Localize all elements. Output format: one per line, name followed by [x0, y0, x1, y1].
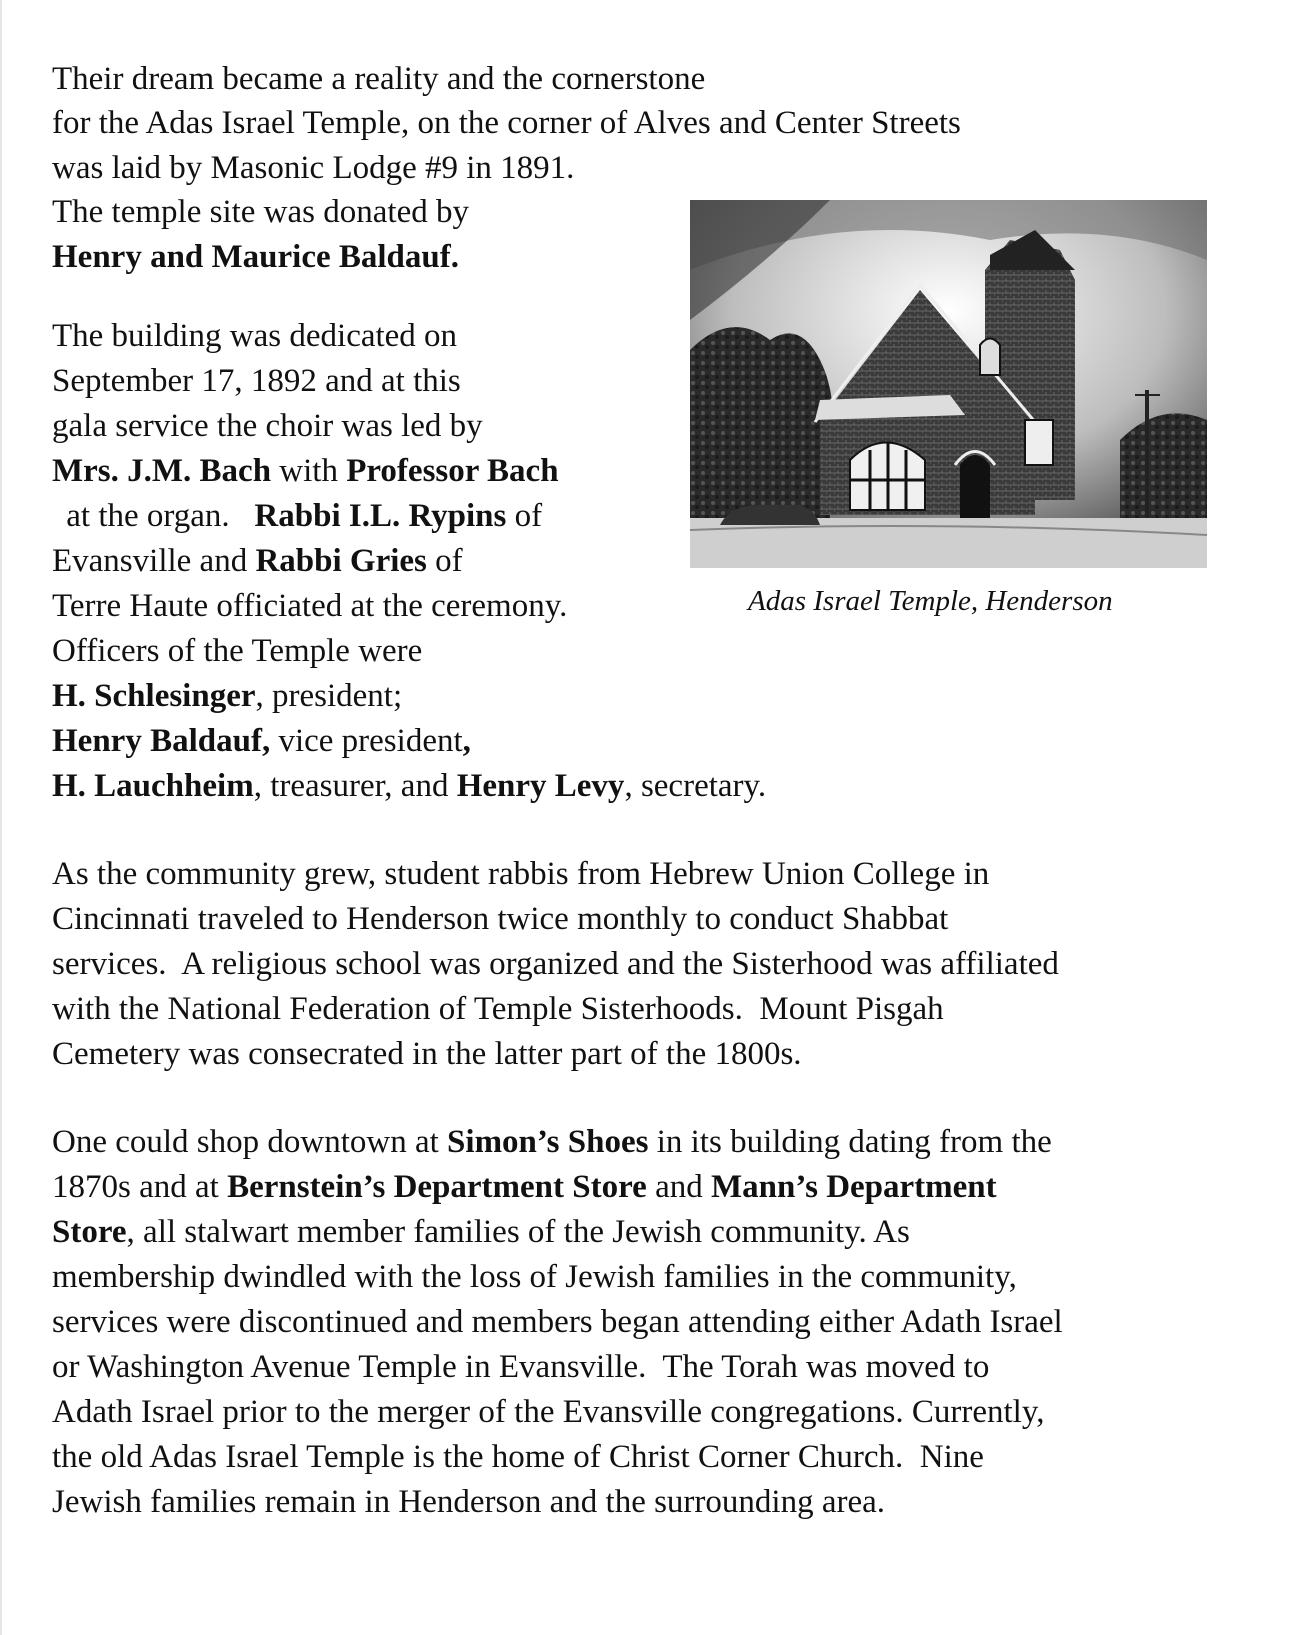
p4-line-3 — [52, 1210, 910, 1254]
officer-president — [52, 674, 402, 718]
vp-name: Henry Baldauf, — [52, 723, 271, 759]
p4-l1-text-c: in its building dating from the — [648, 1124, 1052, 1160]
of-text-2: of — [426, 543, 463, 579]
p2-line-4 — [52, 449, 559, 493]
secretary-name: Henry Levy — [456, 768, 625, 804]
p3-line-4: with the National Federation of Temple Sisterhoods. Mount Pisgah — [52, 991, 944, 1027]
manns-store-part1: Mann’s Department — [710, 1169, 997, 1205]
treasurer-role: , treasurer, and — [253, 768, 457, 804]
p4-line-8: the old Adas Israel Temple is the home of Christ Corner Church. Nine — [52, 1439, 984, 1475]
photo-caption: Adas Israel Temple, Henderson — [748, 585, 1113, 617]
p1-line-1: Their dream became a reality and the cornerstone — [52, 61, 706, 97]
p1-line-3: was laid by Masonic Lodge #9 in 1891. — [52, 150, 575, 186]
p2-line-2: September 17, 1892 and at this — [52, 363, 461, 399]
p1-donors — [52, 235, 459, 279]
temple-photo — [690, 200, 1207, 568]
p3-line-3: services. A religious school was organized and the Sisterhood was affiliated — [52, 946, 1059, 982]
p3-line-2: Cincinnati traveled to Henderson twice monthly to conduct Shabbat — [52, 901, 949, 937]
p2-line-8: Officers of the Temple were — [52, 633, 423, 669]
p2-line-7: Terre Haute officiated at the ceremony. — [52, 588, 568, 624]
p1-line-2: for the Adas Israel Temple, on the corner of Alves and Center Streets — [52, 105, 961, 141]
simons-shoes: Simon’s Shoes — [447, 1124, 649, 1160]
rabbi-gries: Rabbi Gries — [255, 543, 427, 579]
organist: Professor Bach — [346, 453, 559, 489]
p4-line-7: Adath Israel prior to the merger of the Evansville congregations. Currently, — [52, 1394, 1045, 1430]
vp-role: vice president — [270, 723, 463, 759]
of-text-1: of — [506, 498, 543, 534]
evansville-text: Evansville and — [52, 543, 256, 579]
vp-comma: , — [462, 723, 471, 759]
p4-l3-text-b: , all stalwart member families of the Jewish community. As — [126, 1214, 910, 1250]
p2-line-5 — [58, 494, 542, 538]
officer-vice-president — [52, 719, 471, 763]
p2-line-3: gala service the choir was led by — [52, 408, 483, 444]
president-name: H. Schlesinger — [52, 678, 256, 714]
p4-l2-text-c: and — [646, 1169, 711, 1205]
secretary-role: , secretary. — [624, 768, 767, 804]
p4-line-6: or Washington Avenue Temple in Evansville. The Torah was moved to — [52, 1349, 990, 1385]
officer-treasurer-secretary — [52, 764, 766, 808]
p4-line-4: membership dwindled with the loss of Jewish families in the community, — [52, 1259, 1017, 1295]
treasurer-name: H. Lauchheim — [52, 768, 254, 804]
president-role: , president; — [255, 678, 403, 714]
p2-line-1: The building was dedicated on — [52, 318, 458, 354]
p2-line-6 — [52, 539, 463, 583]
p4-line-2 — [52, 1165, 997, 1209]
donors-name: Henry and Maurice Baldauf. — [52, 239, 460, 275]
with-text: with — [271, 453, 347, 489]
p3-line-5: Cemetery was consecrated in the latter part of the 1800s. — [52, 1036, 802, 1072]
choir-leader: Mrs. J.M. Bach — [52, 453, 272, 489]
p4-line-9: Jewish families remain in Henderson and the surrounding area. — [52, 1484, 886, 1520]
p1-line-4: The temple site was donated by — [52, 194, 469, 230]
p4-line-5: services were discontinued and members began attending either Adath Israel — [52, 1304, 1063, 1340]
temple-photo-drawing — [690, 200, 1207, 568]
p4-l2-text-a: 1870s and at — [52, 1169, 228, 1205]
manns-store-part2: Store — [52, 1214, 127, 1250]
p4-l1-text-a: One could shop downtown at — [52, 1124, 448, 1160]
page-edge — [0, 0, 2, 1635]
at-organ-text: at the organ. — [58, 498, 255, 534]
p3-line-1: As the community grew, student rabbis from Hebrew Union College in — [52, 856, 990, 892]
rabbi-rypins: Rabbi I.L. Rypins — [254, 498, 507, 534]
p4-line-1 — [52, 1120, 1052, 1164]
bernsteins-store: Bernstein’s Department Store — [227, 1169, 647, 1205]
